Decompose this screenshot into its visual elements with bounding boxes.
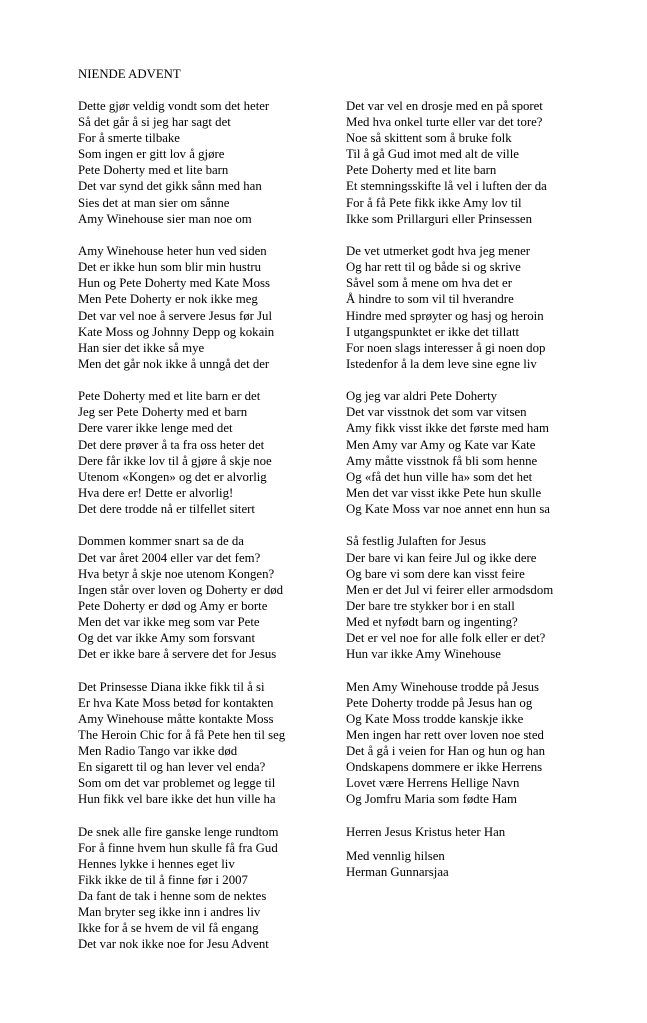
poem-line: Det å gå i veien for Han og hun og han [346, 743, 546, 758]
poem-line: Er hva Kate Moss betød for kontakten [78, 695, 274, 710]
poem-line: Pete Doherty med et lite barn [78, 163, 229, 178]
poem-line: Ingen står over loven og Doherty er død [78, 582, 284, 597]
poem-line: Såvel som å mene om hva det er [346, 276, 512, 291]
poem-line: Kate Moss og Johnny Depp og kokain [78, 324, 275, 339]
poem-line: Pete Doherty med et lite barn er det [78, 389, 261, 404]
poem-line: Men det går nok ikke å unngå det der [78, 356, 270, 371]
poem-line: Det dere trodde nå er tilfellet sitert [78, 501, 255, 516]
poem-line: Fikk ikke de til å finne før i 2007 [78, 872, 248, 887]
poem-line: Å hindre to som vil til hverandre [346, 292, 514, 307]
poem-line: Det er ikke hun som blir min hustru [78, 260, 262, 275]
poem-line: Ondskapens dommere er ikke Herrens [346, 760, 543, 775]
stanza [78, 98, 285, 227]
poem-line: Og jeg var aldri Pete Doherty [346, 389, 498, 404]
poem-line: Som ingen er gitt lov å gjøre [78, 147, 225, 162]
poem-line: Det var visstnok det som var vitsen [346, 405, 527, 420]
stanza [346, 243, 553, 372]
poem-line: For å få Pete fikk ikke Amy lov til [346, 195, 522, 210]
poem-line: Men det var visst ikke Pete hun skulle [346, 485, 542, 500]
poem-line: Men Amy var Amy og Kate var Kate [346, 437, 536, 452]
poem-line: Et stemningsskifte lå vel i luften der da [346, 179, 547, 194]
poem-line: Der bare vi kan feire Jul og ikke dere [346, 550, 537, 565]
poem-line: Men det var ikke meg som var Pete [78, 614, 260, 629]
poem-line: Amy Winehouse måtte kontakte Moss [78, 711, 274, 726]
poem-line: Pete Doherty med et lite barn [346, 163, 497, 178]
poem-line: Amy måtte visstnok få bli som henne [346, 453, 538, 468]
poem-line: Jeg ser Pete Doherty med et barn [78, 405, 248, 420]
stanza [78, 533, 285, 662]
poem-line: Og det var ikke Amy som forsvant [78, 630, 255, 645]
poem-line: Hindre med sprøyter og hasj og heroin [346, 308, 544, 323]
poem-line: Men Amy Winehouse trodde på Jesus [346, 679, 539, 694]
poem-line: Ikke som Prillarguri eller Prinsessen [346, 211, 532, 226]
poem-title: NIENDE ADVENT [78, 67, 181, 81]
poem-line: Det var synd det gikk sånn med han [78, 179, 262, 194]
poem-line: Dette gjør veldig vondt som det heter [78, 99, 270, 113]
poem-line: Pete Doherty er død og Amy er borte [78, 598, 268, 613]
poem-line: Hun var ikke Amy Winehouse [346, 647, 501, 662]
poem-line: Da fant de tak i henne som de nektes [78, 889, 267, 904]
poem-line: Utenom «Kongen» og det er alvorlig [78, 469, 267, 484]
poem-line: Det var vel en drosje med en på sporet [346, 99, 543, 113]
left-column [78, 98, 285, 969]
poem-line: Amy Winehouse heter hun ved siden [78, 244, 267, 259]
stanza [346, 679, 553, 808]
stanza [346, 98, 553, 227]
poem-line: Hun fikk vel bare ikke det hun ville ha [78, 792, 276, 807]
poem-line: Hun og Pete Doherty med Kate Moss [78, 276, 270, 291]
poem-line: Og «få det hun ville ha» som det het [346, 469, 533, 484]
poem-line: Med et nyfødt barn og ingenting? [346, 614, 518, 629]
poem-line: Sies det at man sier om sånne [78, 195, 230, 210]
poem-line: Det dere prøver å ta fra oss heter det [78, 437, 265, 452]
poem-line: Amy Winehouse sier man noe om [78, 211, 252, 226]
poem-line: For noen slags interesser å gi noen dop [346, 340, 546, 355]
poem-line: Det er ikke bare å servere det for Jesus [78, 647, 277, 662]
signature-spacer [346, 840, 553, 848]
signoff-greeting: Med vennlig hilsen [346, 848, 445, 863]
poem-line: Hennes lykke i hennes eget liv [78, 856, 235, 871]
poem-line: For å finne hvem hun skulle få fra Gud [78, 840, 278, 855]
poem-line: Det Prinsesse Diana ikke fikk til å si [78, 679, 265, 694]
poem-line: Det er vel noe for alle folk eller er det? [346, 630, 546, 645]
poem-line: Pete Doherty trodde på Jesus han og [346, 695, 533, 710]
stanza [346, 533, 553, 662]
poem-line: Dere varer ikke lenge med det [78, 421, 233, 436]
stanza [78, 679, 285, 808]
stanza [346, 388, 553, 517]
poem-line: Hva betyr å skje noe utenom Kongen? [78, 566, 275, 581]
poem-line: Og Kate Moss trodde kanskje ikke [346, 711, 524, 726]
poem-line: Dommen kommer snart sa de da [78, 534, 244, 549]
poem-line: Hva dere er! Dette er alvorlig! [78, 485, 234, 500]
poem-line: Med hva onkel turte eller var det tore? [346, 115, 543, 130]
right-stanzas [346, 98, 553, 807]
poem-line: Så det går å si jeg har sagt det [78, 115, 231, 130]
stanza [78, 243, 285, 372]
poem-line: The Heroin Chic for å få Pete hen til seg [78, 727, 286, 742]
poem-line: For å smerte tilbake [78, 131, 180, 146]
poem-line: Det var nok ikke noe for Jesu Advent [78, 937, 269, 952]
poem-line: Ikke for å se hvem de vil få engang [78, 921, 259, 936]
poem-line: Istedenfor å la dem leve sine egne liv [346, 356, 537, 371]
poem-line: Så festlig Julaften for Jesus [346, 534, 487, 549]
stanza [78, 824, 285, 953]
right-column [346, 98, 553, 880]
poem-line: En sigarett til og han lever vel enda? [78, 760, 266, 775]
poem-line: Men Pete Doherty er nok ikke meg [78, 292, 258, 307]
poem-line: Og bare vi som dere kan visst feire [346, 566, 525, 581]
poem-line: Men Radio Tango var ikke død [78, 743, 238, 758]
stanza [78, 388, 285, 517]
poem-line: Amy fikk visst ikke det første med ham [346, 421, 549, 436]
poem-line: Det var vel noe å servere Jesus før Jul [78, 308, 273, 323]
poem-line: Og Kate Moss var noe annet enn hun sa [346, 501, 550, 516]
poem-line: Og Jomfru Maria som fødte Ham [346, 792, 517, 807]
poem-line: Og har rett til og både si og skrive [346, 260, 521, 275]
closing-line: Herren Jesus Kristus heter Han [346, 824, 506, 839]
poem-line: Til å gå Gud imot med alt de ville [346, 147, 519, 162]
poem-line: Der bare tre stykker bor i en stall [346, 598, 515, 613]
poem-line: Det var året 2004 eller var det fem? [78, 550, 261, 565]
poem-line: Men ingen har rett over loven noe sted [346, 727, 544, 742]
poem-line: Lovet være Herrens Hellige Navn [346, 776, 520, 791]
poem-line: I utgangspunktet er ikke det tillatt [346, 324, 520, 339]
poem-line: Dere får ikke lov til å gjøre å skje noe [78, 453, 272, 468]
poem-line: De vet utmerket godt hva jeg mener [346, 244, 531, 259]
poem-line: Men er det Jul vi feirer eller armodsdom [346, 582, 554, 597]
signoff-name: Herman Gunnarsjaa [346, 864, 449, 879]
poem-line: Han sier det ikke så mye [78, 340, 205, 355]
poem-line: Noe så skittent som å bruke folk [346, 131, 512, 146]
poem-line: Som om det var problemet og legge til [78, 776, 276, 791]
poem-line: De snek alle fire ganske lenge rundtom [78, 824, 279, 839]
poem-line: Man bryter seg ikke inn i andres liv [78, 905, 261, 920]
